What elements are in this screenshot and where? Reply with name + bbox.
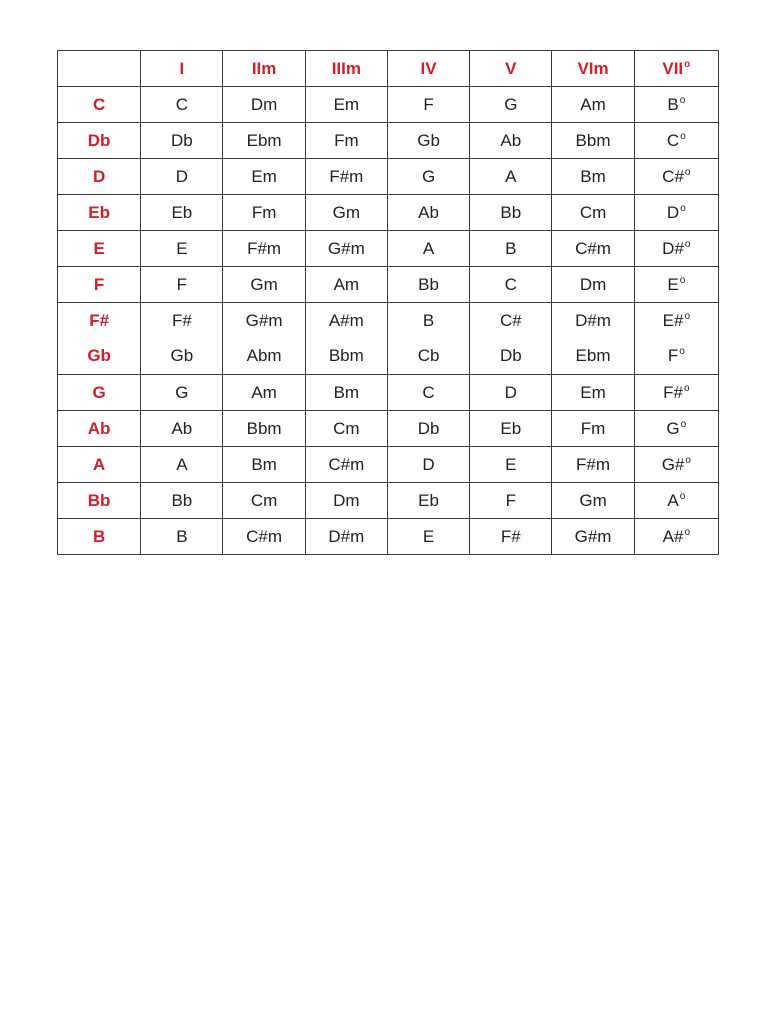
- chord-root: F: [667, 346, 679, 366]
- chord-cell-diminished: [634, 87, 718, 123]
- degree-header: VIm: [552, 51, 634, 87]
- key-cell: E: [58, 231, 141, 267]
- chord-cell: B: [141, 519, 223, 555]
- chord-cell: Ab: [387, 195, 469, 231]
- chord-cell: Gm: [223, 267, 305, 303]
- chord-cell: Ab: [470, 123, 552, 159]
- chord-cell: Dm: [552, 267, 634, 303]
- chord-cell: D: [470, 375, 552, 411]
- chord-cell: A: [141, 447, 223, 483]
- key-cell: F: [58, 267, 141, 303]
- chord-cell: Eb: [387, 483, 469, 519]
- chord-root: A: [667, 490, 679, 510]
- degree-header: I: [141, 51, 223, 87]
- chord-cell: C#m: [552, 231, 634, 267]
- chord-cell: A: [470, 159, 552, 195]
- chord-cell-diminished: [634, 159, 718, 195]
- chord-cell: B: [470, 231, 552, 267]
- chord-cell: Fm: [223, 195, 305, 231]
- degree-header: IIIm: [305, 51, 387, 87]
- chord-cell: E: [387, 519, 469, 555]
- diminished-symbol: o: [684, 526, 690, 538]
- chord-cell: F#m: [305, 159, 387, 195]
- chord-cell: Gm: [305, 195, 387, 231]
- chord-cell: Cm: [223, 483, 305, 519]
- diminished-symbol: o: [679, 490, 686, 502]
- key-cell: Bb: [58, 483, 141, 519]
- chord-root: A#: [662, 526, 684, 546]
- chord-cell: Eb: [470, 411, 552, 447]
- chord-cell: Bbm: [223, 411, 305, 447]
- table-row: [58, 267, 719, 303]
- degree-header: V: [470, 51, 552, 87]
- diminished-symbol: o: [685, 454, 691, 466]
- degree-header: IV: [387, 51, 469, 87]
- chord-cell: Fm: [305, 123, 387, 159]
- chord-cell: Bb: [387, 267, 469, 303]
- chord-cell: Gm: [552, 483, 634, 519]
- chord-root: E#: [662, 310, 684, 330]
- table-row: [58, 483, 719, 519]
- chord-cell: C#m: [305, 447, 387, 483]
- diminished-symbol: o: [680, 130, 686, 142]
- chord-cell: Cb: [387, 339, 469, 375]
- chord-cell: D#m: [305, 519, 387, 555]
- chord-cell: F: [141, 267, 223, 303]
- chord-cell: Bb: [470, 195, 552, 231]
- chord-cell: Em: [223, 159, 305, 195]
- chord-cell: C: [141, 87, 223, 123]
- chord-cell: F#: [470, 519, 552, 555]
- chord-cell: Dm: [305, 483, 387, 519]
- chord-cell: C#m: [223, 519, 305, 555]
- chord-root: D#: [662, 238, 684, 258]
- chord-cell: Bbm: [305, 339, 387, 375]
- chord-cell: F#: [141, 303, 223, 339]
- diminished-symbol: o: [684, 238, 691, 250]
- diminished-symbol: o: [680, 418, 687, 430]
- chord-cell: D: [387, 447, 469, 483]
- chord-cell: G: [141, 375, 223, 411]
- diminished-symbol: o: [679, 346, 685, 358]
- chord-root: B: [667, 94, 679, 114]
- chord-cell: Bm: [552, 159, 634, 195]
- key-cell: D: [58, 159, 141, 195]
- chord-cell: Bm: [223, 447, 305, 483]
- key-cell: Gb: [58, 339, 141, 375]
- chord-root: E: [667, 274, 679, 294]
- diminished-symbol: o: [679, 274, 686, 286]
- chord-cell: Em: [305, 87, 387, 123]
- key-cell: C: [58, 87, 141, 123]
- chord-cell: Db: [387, 411, 469, 447]
- chord-cell-diminished: [634, 303, 718, 339]
- chord-cell: Abm: [223, 339, 305, 375]
- chord-cell: Db: [470, 339, 552, 375]
- table-row: [58, 123, 719, 159]
- chord-root: D: [666, 202, 680, 222]
- chord-cell: F#m: [223, 231, 305, 267]
- chord-cell: Am: [305, 267, 387, 303]
- table-row: [58, 87, 719, 123]
- chord-cell: D#m: [552, 303, 634, 339]
- chord-cell: Bm: [305, 375, 387, 411]
- chord-cell: G#m: [305, 231, 387, 267]
- table-row: [58, 447, 719, 483]
- chord-cell-diminished: [634, 339, 718, 375]
- corner-cell: [58, 51, 141, 87]
- degree-header: VII$^o$: [634, 51, 718, 87]
- table-row: [58, 375, 719, 411]
- chord-root: G#: [661, 454, 685, 474]
- chord-cell: Bbm: [552, 123, 634, 159]
- chord-cell: E: [141, 231, 223, 267]
- chord-root: C: [666, 130, 680, 150]
- chord-cell: Dm: [223, 87, 305, 123]
- table-row: [58, 339, 719, 375]
- diminished-symbol: o: [679, 94, 686, 106]
- chord-cell: E: [470, 447, 552, 483]
- chord-cell: G#m: [223, 303, 305, 339]
- chord-cell: Eb: [141, 195, 223, 231]
- chord-cell-diminished: [634, 195, 718, 231]
- chord-cell: Am: [223, 375, 305, 411]
- chord-cell: Cm: [305, 411, 387, 447]
- chord-cell: Cm: [552, 195, 634, 231]
- chord-cell: Am: [552, 87, 634, 123]
- key-cell: B: [58, 519, 141, 555]
- chord-cell: A: [387, 231, 469, 267]
- chord-body: [58, 87, 719, 555]
- table-row: [58, 195, 719, 231]
- chord-cell: G: [470, 87, 552, 123]
- diminished-symbol: o: [684, 58, 691, 70]
- key-cell: Db: [58, 123, 141, 159]
- chord-cell: Fm: [552, 411, 634, 447]
- chord-root: G: [666, 418, 680, 438]
- chord-cell-diminished: [634, 447, 718, 483]
- chord-cell-diminished: [634, 267, 718, 303]
- key-cell: F#: [58, 303, 141, 339]
- table-row: [58, 231, 719, 267]
- chord-cell-diminished: [634, 123, 718, 159]
- chord-cell: F: [387, 87, 469, 123]
- chord-cell: Gb: [141, 339, 223, 375]
- chord-cell: Bb: [141, 483, 223, 519]
- diminished-symbol: o: [684, 310, 690, 322]
- header-row: [58, 51, 719, 87]
- chord-root: F#: [663, 382, 683, 402]
- chord-cell-diminished: [634, 411, 718, 447]
- chord-cell: B: [387, 303, 469, 339]
- chord-cell: Em: [552, 375, 634, 411]
- chord-cell: G: [387, 159, 469, 195]
- diminished-symbol: o: [680, 202, 686, 214]
- chord-cell: A#m: [305, 303, 387, 339]
- chord-cell: D: [141, 159, 223, 195]
- table-row: [58, 411, 719, 447]
- chord-cell: C: [470, 267, 552, 303]
- chord-root: C#: [662, 166, 684, 186]
- diminished-symbol: o: [684, 166, 691, 178]
- key-cell: Ab: [58, 411, 141, 447]
- chord-cell: Db: [141, 123, 223, 159]
- key-cell: Eb: [58, 195, 141, 231]
- chord-cell: G#m: [552, 519, 634, 555]
- chord-cell-diminished: [634, 375, 718, 411]
- chord-cell-diminished: [634, 519, 718, 555]
- chord-cell: F: [470, 483, 552, 519]
- diminished-symbol: o: [683, 382, 690, 394]
- chord-cell: C: [387, 375, 469, 411]
- chord-cell-diminished: [634, 483, 718, 519]
- table-row: [58, 303, 719, 339]
- key-cell: A: [58, 447, 141, 483]
- chord-cell: Ebm: [223, 123, 305, 159]
- key-cell: G: [58, 375, 141, 411]
- chord-cell: C#: [470, 303, 552, 339]
- table-row: [58, 159, 719, 195]
- chord-table: [57, 50, 719, 555]
- table-row: [58, 519, 719, 555]
- chord-cell: Gb: [387, 123, 469, 159]
- chord-cell: F#m: [552, 447, 634, 483]
- chord-cell-diminished: [634, 231, 718, 267]
- degree-header: IIm: [223, 51, 305, 87]
- chord-cell: Ab: [141, 411, 223, 447]
- chord-cell: Ebm: [552, 339, 634, 375]
